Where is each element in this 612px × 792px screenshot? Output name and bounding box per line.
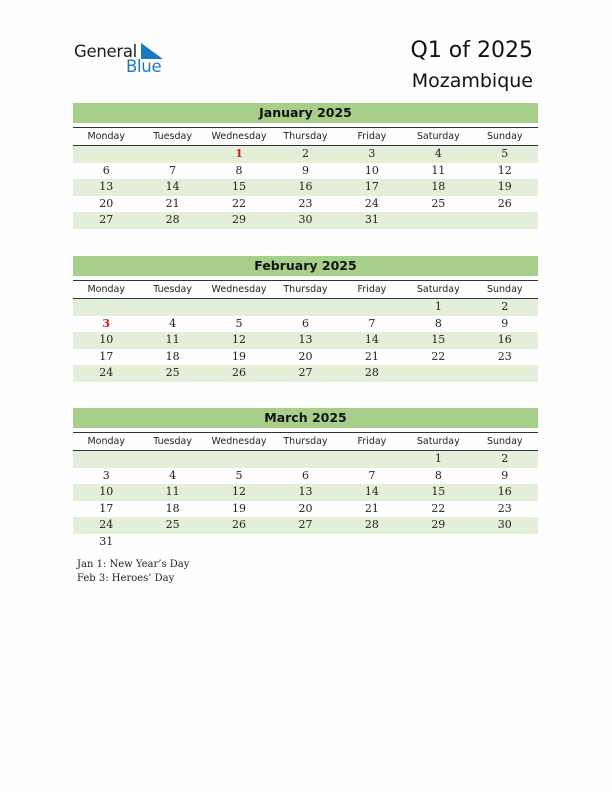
day-cell: 7: [368, 468, 376, 482]
day-cell: 1: [434, 300, 442, 313]
day-cell: 22: [431, 349, 446, 363]
day-cell: 22: [232, 196, 247, 210]
week-row: [73, 349, 538, 366]
empty-day-cell: [139, 299, 205, 316]
day-cell: 16: [298, 180, 313, 193]
day-cell: 16: [497, 333, 512, 346]
day-cell: 12: [497, 163, 512, 177]
day-cell: 24: [364, 196, 379, 210]
day-cell: 18: [431, 180, 446, 193]
day-cell: 9: [501, 316, 509, 330]
empty-day-cell: [272, 299, 338, 316]
holiday-note: Feb 3: Heroes’ Day: [77, 573, 175, 584]
week-row: [73, 501, 538, 518]
empty-day-cell: [339, 534, 405, 551]
month-title: January 2025: [73, 103, 538, 123]
day-cell: 28: [364, 518, 379, 531]
day-cell: 27: [298, 518, 313, 531]
weekday-label: Saturday: [416, 284, 460, 295]
day-cell: 29: [431, 518, 446, 531]
day-cell: 27: [99, 213, 114, 226]
weekday-label: Saturday: [416, 436, 460, 447]
empty-day-cell: [405, 365, 471, 382]
day-cell: 2: [301, 147, 309, 160]
day-cell: 4: [434, 147, 442, 160]
empty-day-cell: [405, 534, 471, 551]
empty-day-cell: [272, 451, 338, 468]
logo-word-general: General: [74, 42, 137, 61]
day-cell: 27: [298, 366, 313, 379]
day-cell: 12: [232, 485, 247, 498]
week-row: [73, 163, 538, 180]
weekday-label: Wednesday: [211, 284, 267, 295]
month-title: February 2025: [73, 256, 538, 276]
weekday-header-row: [73, 127, 538, 146]
day-cell: 11: [165, 333, 180, 346]
weekday-label: Thursday: [283, 131, 328, 142]
day-cell: 30: [298, 213, 313, 226]
country-name: Mozambique: [411, 70, 533, 92]
week-row: [73, 484, 538, 501]
weekday-label: Wednesday: [211, 436, 267, 447]
empty-day-cell: [472, 365, 538, 382]
weekday-header-row: [73, 280, 538, 299]
day-cell: 11: [431, 163, 446, 177]
day-cell: 8: [235, 163, 243, 177]
day-cell: 25: [165, 518, 180, 531]
day-cell: 17: [99, 501, 114, 515]
weekday-label: Sunday: [486, 436, 523, 447]
weekday-label: Friday: [357, 131, 387, 142]
day-cell: 31: [364, 213, 379, 226]
day-cell: 24: [99, 518, 114, 531]
week-row: [73, 534, 538, 551]
day-cell: 13: [99, 180, 114, 193]
month-title: March 2025: [73, 408, 538, 428]
week-row: [73, 332, 538, 349]
day-cell: 4: [169, 468, 177, 482]
day-cell: 14: [364, 333, 379, 346]
day-cell: 26: [232, 366, 247, 379]
day-cell: 1: [434, 452, 442, 465]
day-cell: 15: [431, 485, 446, 498]
empty-day-cell: [73, 451, 139, 468]
day-cell: 9: [301, 163, 309, 177]
day-cell: 19: [232, 349, 247, 363]
weekday-header-row: [73, 432, 538, 451]
weekday-label: Thursday: [283, 436, 328, 447]
day-cell: 2: [501, 452, 509, 465]
day-cell: 7: [169, 163, 177, 177]
weekday-label: Monday: [87, 436, 125, 447]
day-cell: 30: [497, 518, 512, 531]
day-cell: 10: [364, 163, 379, 177]
week-row: [73, 299, 538, 316]
day-cell: 6: [301, 316, 309, 330]
day-cell: 22: [431, 501, 446, 515]
day-cell: 16: [497, 485, 512, 498]
empty-day-cell: [139, 146, 205, 163]
week-row: [73, 468, 538, 485]
day-cell: 28: [364, 366, 379, 379]
empty-day-cell: [73, 146, 139, 163]
weekday-label: Sunday: [486, 131, 523, 142]
day-cell: 21: [364, 349, 379, 363]
month-block: [73, 256, 538, 382]
day-cell: 23: [497, 501, 512, 515]
week-row: [73, 517, 538, 534]
day-cell: 3: [368, 147, 376, 160]
empty-day-cell: [206, 534, 272, 551]
month-block: [73, 103, 538, 229]
day-cell: 11: [165, 485, 180, 498]
weekday-label: Monday: [87, 284, 125, 295]
empty-day-cell: [139, 534, 205, 551]
day-cell: 6: [301, 468, 309, 482]
empty-day-cell: [206, 299, 272, 316]
day-cell: 23: [497, 349, 512, 363]
day-cell: 1: [235, 147, 243, 160]
day-cell: 18: [165, 349, 180, 363]
week-row: [73, 212, 538, 229]
day-cell: 10: [99, 333, 114, 346]
week-row: [73, 179, 538, 196]
day-cell: 20: [99, 196, 114, 210]
day-cell: 3: [102, 468, 110, 482]
empty-day-cell: [206, 451, 272, 468]
day-cell: 25: [165, 366, 180, 379]
day-cell: 5: [235, 468, 243, 482]
holiday-notes: [77, 558, 189, 586]
weekday-label: Saturday: [416, 131, 460, 142]
day-cell: 28: [165, 213, 180, 226]
day-cell: 17: [364, 180, 379, 193]
day-cell: 19: [232, 501, 247, 515]
weekday-label: Friday: [357, 284, 387, 295]
day-cell: 4: [169, 316, 177, 330]
empty-day-cell: [339, 451, 405, 468]
empty-day-cell: [139, 451, 205, 468]
day-cell: 14: [165, 180, 180, 193]
day-cell: 15: [431, 333, 446, 346]
day-cell: 3: [102, 316, 111, 330]
weekday-label: Sunday: [486, 284, 523, 295]
brand-logo: [74, 42, 174, 78]
weekday-label: Tuesday: [153, 131, 192, 142]
day-cell: 31: [99, 534, 114, 548]
day-cell: 8: [434, 316, 442, 330]
weekday-label: Friday: [357, 436, 387, 447]
day-cell: 13: [298, 485, 313, 498]
weekday-label: Monday: [87, 131, 125, 142]
day-cell: 19: [497, 180, 512, 193]
day-cell: 5: [235, 316, 243, 330]
empty-day-cell: [339, 299, 405, 316]
day-cell: 18: [165, 501, 180, 515]
day-cell: 5: [501, 147, 509, 160]
day-cell: 12: [232, 333, 247, 346]
day-cell: 21: [165, 196, 180, 210]
logo-word-blue: Blue: [126, 57, 162, 76]
weekday-label: Wednesday: [211, 131, 267, 142]
day-cell: 14: [364, 485, 379, 498]
day-cell: 7: [368, 316, 376, 330]
week-row: [73, 146, 538, 163]
day-cell: 26: [497, 196, 512, 210]
empty-day-cell: [73, 299, 139, 316]
day-cell: 6: [102, 163, 110, 177]
weekday-label: Thursday: [283, 284, 328, 295]
day-cell: 2: [501, 300, 509, 313]
month-block: [73, 408, 538, 550]
day-cell: 23: [298, 196, 313, 210]
day-cell: 15: [232, 180, 247, 193]
week-row: [73, 196, 538, 213]
empty-day-cell: [472, 534, 538, 551]
week-row: [73, 365, 538, 382]
day-cell: 9: [501, 468, 509, 482]
day-cell: 10: [99, 485, 114, 498]
weekday-label: Tuesday: [153, 436, 192, 447]
holiday-note: Jan 1: New Year’s Day: [77, 559, 190, 570]
page-title: Q1 of 2025: [410, 38, 533, 63]
week-row: [73, 316, 538, 333]
day-cell: 26: [232, 518, 247, 531]
empty-day-cell: [272, 534, 338, 551]
day-cell: 24: [99, 366, 114, 379]
empty-day-cell: [405, 212, 471, 229]
empty-day-cell: [472, 212, 538, 229]
day-cell: 20: [298, 349, 313, 363]
day-cell: 8: [434, 468, 442, 482]
day-cell: 20: [298, 501, 313, 515]
day-cell: 29: [232, 213, 247, 226]
day-cell: 21: [364, 501, 379, 515]
day-cell: 17: [99, 349, 114, 363]
day-cell: 25: [431, 196, 446, 210]
weekday-label: Tuesday: [153, 284, 192, 295]
day-cell: 13: [298, 333, 313, 346]
week-row: [73, 451, 538, 468]
